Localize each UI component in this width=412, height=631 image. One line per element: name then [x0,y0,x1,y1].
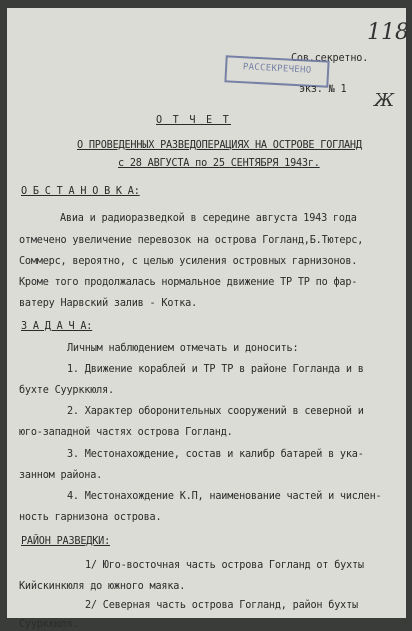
declassified-stamp: РАССЕКРЕЧЕНО [224,55,329,87]
paragraph-line: ватеру Нарвский залив - Котка. [19,298,198,309]
paragraph-line: 1/ Юго-восточная часть острова Гогланд от бухты [85,560,364,571]
paragraph-line: Кийскинкюля до южного маяка. [19,581,186,592]
paragraph-line: Авиа и радиоразведкой в середине августа 1943 года [60,213,357,224]
paragraph-line: юго-западной частях острова Гогланд. [19,427,233,438]
paragraph-line: 3. Местонахождение, состав и калибр батарей в ука- [67,449,364,460]
paragraph-line: бухте Суурккюля. [19,385,114,396]
paragraph-line: Личным наблюдением отмечать и доносить: [67,343,299,354]
paragraph-line: 4. Местонахождение К.П, наименование частей и числен- [67,491,382,502]
page-number: 118 [367,20,409,45]
section-heading-situation: О Б С Т А Н О В К А: [21,186,140,197]
document-title: О Т Ч Е Т [156,115,232,126]
paragraph-line: Соммерс, вероятно, с целью усиления островных гарнизонов. [19,256,358,267]
paragraph-line: Кроме того продолжалась нормальное движение ТР ТР по фар- [19,277,358,288]
paragraph-line: занном района. [19,470,103,481]
section-heading-task: З А Д А Ч А: [21,321,93,332]
document-subtitle-line2: с 28 АВГУСТА по 25 СЕНТЯБРЯ 1943г. [118,158,320,169]
paragraph-line: 2/ Северная часть острова Гогланд, район бухты [85,600,358,611]
handwritten-mark: Ж [374,90,395,111]
paragraph-line: отмечено увеличение перевозок на острова Гогланд,Б.Тютерс, [19,235,364,246]
paragraph-line: Суурккюля. [19,619,79,630]
section-heading-area: РАЙОН РАЗВЕДКИ: [21,536,111,547]
document-subtitle-line1: О ПРОВЕДЕННЫХ РАЗВЕДОПЕРАЦИЯХ НА ОСТРОВЕ ГОГЛАНД [77,140,362,151]
classification-label: Сов.секретно. [291,53,369,64]
copy-number: экз. № 1 [299,84,347,95]
document-page [7,8,409,630]
paragraph-line: ность гарнизона острова. [19,512,162,523]
paragraph-line: 2. Характер оборонительных сооружений в северной и [67,406,364,417]
paragraph-line: 1. Движение кораблей и ТР ТР в районе Гогланда и в [67,364,364,375]
